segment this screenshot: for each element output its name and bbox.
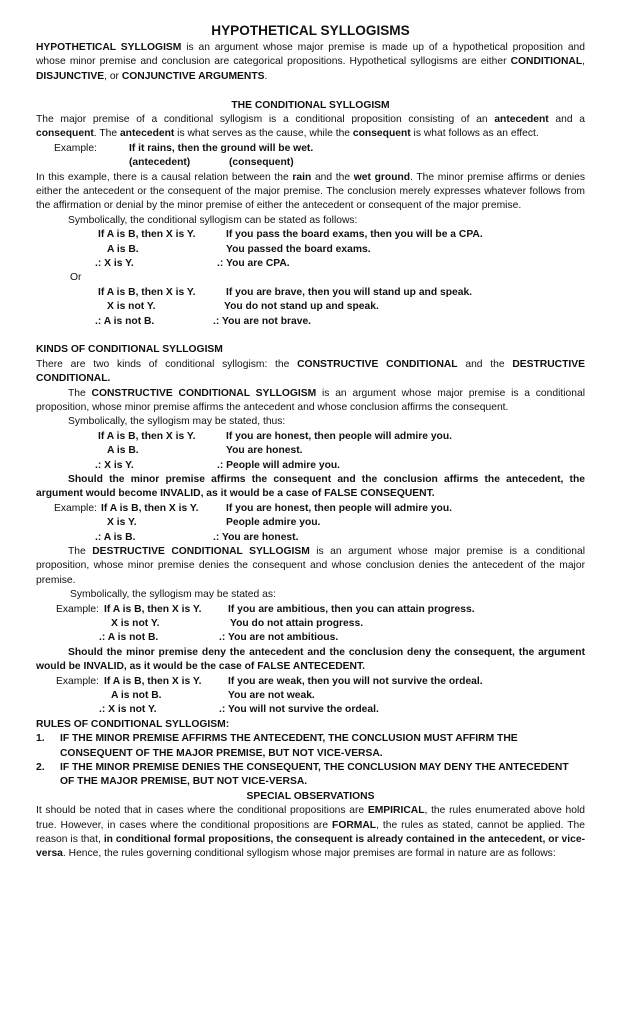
section-heading-special: SPECIAL OBSERVATIONS <box>246 790 375 802</box>
example-premise: If you are honest, then people will admire you. <box>226 502 452 514</box>
example-premise: If you are ambitious, then you can attain progress. <box>228 603 475 615</box>
example-conclusion: .: You will not survive the ordeal. <box>219 704 379 716</box>
paragraph-text: is what serves as the cause, while the <box>174 128 353 140</box>
example-label: Example: <box>54 142 97 154</box>
paragraph-text: , the rules enumerated above hold true. However, in cases where the conditional propositions are <box>36 805 586 831</box>
paragraph-text: . The minor premise affirms or denies either the antecedent or the consequent of the major premise. The conclusion merely expresses whatever follows from the affirmation or denial by the minor premise of either the antecedent or consequent of the major premise. <box>36 171 586 212</box>
symbolic-premise: If A is B, then X is Y. <box>104 675 202 687</box>
symbolic-intro: Symbolically, the syllogism may be stated as: <box>70 589 276 601</box>
symbolic-premise: If A is B, then X is Y. <box>104 603 202 615</box>
term-disjunctive: DISJUNCTIVE <box>36 70 105 82</box>
symbolic-premise: If A is B, then X is Y. <box>98 229 196 241</box>
symbolic-intro: Symbolically, the syllogism may be stated, thus: <box>68 416 286 428</box>
term-consequent: consequent <box>36 128 94 140</box>
paragraph-text: , the rules as stated, cannot be applied. The reason is that, <box>36 819 585 845</box>
symbolic-conclusion: .: X is Y. <box>95 459 134 471</box>
intro-text: , or <box>104 70 122 82</box>
syllogism-row <box>36 689 585 703</box>
antecedent-label: (antecedent) <box>129 157 191 169</box>
example-label: Example: <box>56 675 99 687</box>
syllogism-row <box>36 703 585 717</box>
example-premise: You do not stand up and speak. <box>224 301 379 313</box>
syllogism-row <box>36 603 585 617</box>
or-row <box>36 271 585 285</box>
example-labels-row <box>36 156 585 170</box>
term-destructive-syllogism: DESTRUCTIVE CONDITIONAL SYLLOGISM <box>92 545 310 557</box>
rule-number: 2. <box>36 761 45 773</box>
symbolic-conclusion: .: A is not B. <box>95 315 155 327</box>
intro-text: . <box>264 70 268 82</box>
section-heading-rules: RULES OF CONDITIONAL SYLLOGISM: <box>36 718 230 730</box>
paragraph-text: and the <box>311 171 354 183</box>
symbolic-premise: If A is B, then X is Y. <box>98 286 196 298</box>
syllogism-row <box>36 531 585 545</box>
symbolic-premise: A is B. <box>107 243 139 255</box>
intro-text: , <box>582 56 585 68</box>
example-premise: People admire you. <box>226 517 321 529</box>
syllogism-row <box>36 315 585 329</box>
syllogism-row <box>36 516 585 530</box>
syllogism-row <box>36 300 585 314</box>
example-sentence: If it rains, then the ground will be wet. <box>129 142 314 154</box>
syllogism-row <box>36 228 585 242</box>
section-heading-kinds: KINDS OF CONDITIONAL SYLLOGISM <box>36 344 223 356</box>
term-wet-ground: wet ground <box>353 171 411 183</box>
term-destructive: DESTRUCTIVE CONDITIONAL. <box>36 358 586 385</box>
term-conjunctive: CONJUNCTIVE ARGUMENTS <box>121 70 265 82</box>
example-conclusion: .: You are honest. <box>213 531 299 543</box>
false-consequent-paragraph: Should the minor premise affirms the consequent and the conclusion affirms the antecedent, the argument would become INVALID, as it would be a case of FALSE CONSEQUENT. <box>36 473 585 500</box>
syllogism-row <box>36 444 585 458</box>
paragraph-text: is an argument whose major premise is a conditional proposition, whose minor premise denies the consequent and whose conclusion denies the antecedent of the major premise. <box>36 545 585 586</box>
symbolic-premise: X is not Y. <box>111 617 160 629</box>
paragraph-text: In this example, there is a causal relation between the <box>36 171 293 183</box>
constructive-paragraph <box>36 387 585 416</box>
symbolic-intro: Symbolically, the conditional syllogism can be stated as follows: <box>68 214 358 226</box>
rule-text: IF THE MINOR PREMISE DENIES THE CONSEQUENT, THE CONCLUSION MAY DENY THE ANTECEDENT OF THE MAJOR PREMISE, BUT NOT VICE-VERSA. <box>60 761 569 788</box>
symbolic-premise: A is not B. <box>111 689 162 701</box>
example-row <box>36 142 585 156</box>
paragraph-text: is what follows as an effect. <box>410 128 539 140</box>
syllogism-row <box>36 502 585 516</box>
example-conclusion: .: You are not brave. <box>213 315 312 327</box>
example-label: Example: <box>54 502 97 514</box>
term-empirical: EMPIRICAL <box>367 805 425 817</box>
example-premise: You passed the board exams. <box>226 243 371 255</box>
intro-text: is an argument whose major premise is made up of a hypothetical proposition and whose minor premise and conclusion are categorical propositions. Hypothetical syllogisms are either <box>36 42 585 68</box>
paragraph-text: and the <box>457 358 513 370</box>
example-conclusion: .: You are CPA. <box>217 258 290 270</box>
symbolic-conclusion: .: X is Y. <box>95 258 134 270</box>
example-premise: If you pass the board exams, then you will be a CPA. <box>226 229 483 241</box>
consequent-label: (consequent) <box>229 157 294 169</box>
symbolic-premise: A is B. <box>107 445 139 457</box>
paragraph-text: The <box>68 387 92 399</box>
example-conclusion: .: People will admire you. <box>217 459 341 471</box>
kinds-paragraph <box>36 358 585 387</box>
example-premise: You are honest. <box>226 445 303 457</box>
symbolic-premise: If A is B, then X is Y. <box>101 502 199 514</box>
destructive-paragraph <box>36 545 585 588</box>
paragraph-text: It should be noted that in cases where the conditional propositions are <box>36 805 368 817</box>
syllogism-row <box>36 257 585 271</box>
paragraph-text: The major premise of a conditional syllogism is a conditional proposition consisting of an <box>36 114 495 126</box>
syllogism-row <box>36 675 585 689</box>
term-formal: FORMAL <box>332 819 377 831</box>
symbolic-conclusion: .: A is B. <box>95 531 136 543</box>
false-antecedent-paragraph: Should the minor premise deny the antecedent and the conclusion deny the consequent, the argument would be INVALID, as it would be the case of FALSE ANTECEDENT. <box>36 646 585 673</box>
syllogism-row <box>36 243 585 257</box>
rule-text: IF THE MINOR PREMISE AFFIRMS THE ANTECEDENT, THE CONCLUSION MUST AFFIRM THE CONSEQUENT OF THE MAJOR PREMISE, BUT NOT VICE-VERSA. <box>60 733 518 759</box>
intro-paragraph <box>36 41 585 84</box>
term-constructive-syllogism: CONSTRUCTIVE CONDITIONAL SYLLOGISM <box>91 387 317 399</box>
example-premise: You are not weak. <box>228 689 315 701</box>
example-premise: If you are brave, then you will stand up and speak. <box>226 286 473 298</box>
term-conditional: CONDITIONAL <box>510 56 583 68</box>
syllogism-row <box>36 459 585 473</box>
or-label: Or <box>70 272 82 284</box>
symbolic-conclusion: .: X is not Y. <box>99 704 157 716</box>
term-consequent: consequent <box>352 128 411 140</box>
example-premise: If you are honest, then people will admire you. <box>226 430 452 442</box>
paragraph-text: The <box>68 545 93 557</box>
symbolic-premise: X is Y. <box>107 517 137 529</box>
special-paragraph <box>36 804 585 862</box>
conditional-paragraph <box>36 113 585 142</box>
rule-number: 1. <box>36 733 45 745</box>
example-conclusion: .: You are not ambitious. <box>219 632 339 644</box>
emphasis-text: in conditional formal propositions, the consequent is already contained in the antecedent, or vice-versa <box>36 833 585 860</box>
example-premise: If you are weak, then you will not survive the ordeal. <box>228 675 483 687</box>
paragraph-text: There are two kinds of conditional syllogism: the <box>36 358 298 370</box>
syllogism-row <box>36 617 585 631</box>
conditional-explanation <box>36 171 585 214</box>
example-premise: You do not attain progress. <box>230 617 364 629</box>
paragraph-text: is an argument whose major premise is a conditional proposition, whose minor premise affirms the antecedent and whose conclusion affirms the consequent. <box>36 387 585 413</box>
syllogism-row <box>36 430 585 444</box>
paragraph-text: . Hence, the rules governing conditional syllogism whose major premises are formal in nature are as follows: <box>62 848 556 860</box>
term-antecedent: antecedent <box>494 114 549 126</box>
section-heading-conditional: THE CONDITIONAL SYLLOGISM <box>231 99 390 111</box>
paragraph-text: and a <box>548 114 585 126</box>
term-antecedent: antecedent <box>119 128 175 140</box>
symbolic-premise: If A is B, then X is Y. <box>98 430 196 442</box>
symbolic-premise: X is not Y. <box>107 301 156 313</box>
term-hypothetical-syllogism: HYPOTHETICAL SYLLOGISM <box>36 42 182 53</box>
rule-item <box>36 732 585 761</box>
term-rain: rain <box>292 171 312 183</box>
symbolic-conclusion: .: A is not B. <box>99 632 159 644</box>
paragraph-text: . The <box>93 128 120 140</box>
rule-item <box>36 761 585 790</box>
term-constructive: CONSTRUCTIVE CONDITIONAL <box>297 358 458 370</box>
syllogism-row <box>36 631 585 645</box>
syllogism-row <box>36 286 585 300</box>
example-label: Example: <box>56 603 99 615</box>
page-title: HYPOTHETICAL SYLLOGISMS <box>211 23 410 38</box>
